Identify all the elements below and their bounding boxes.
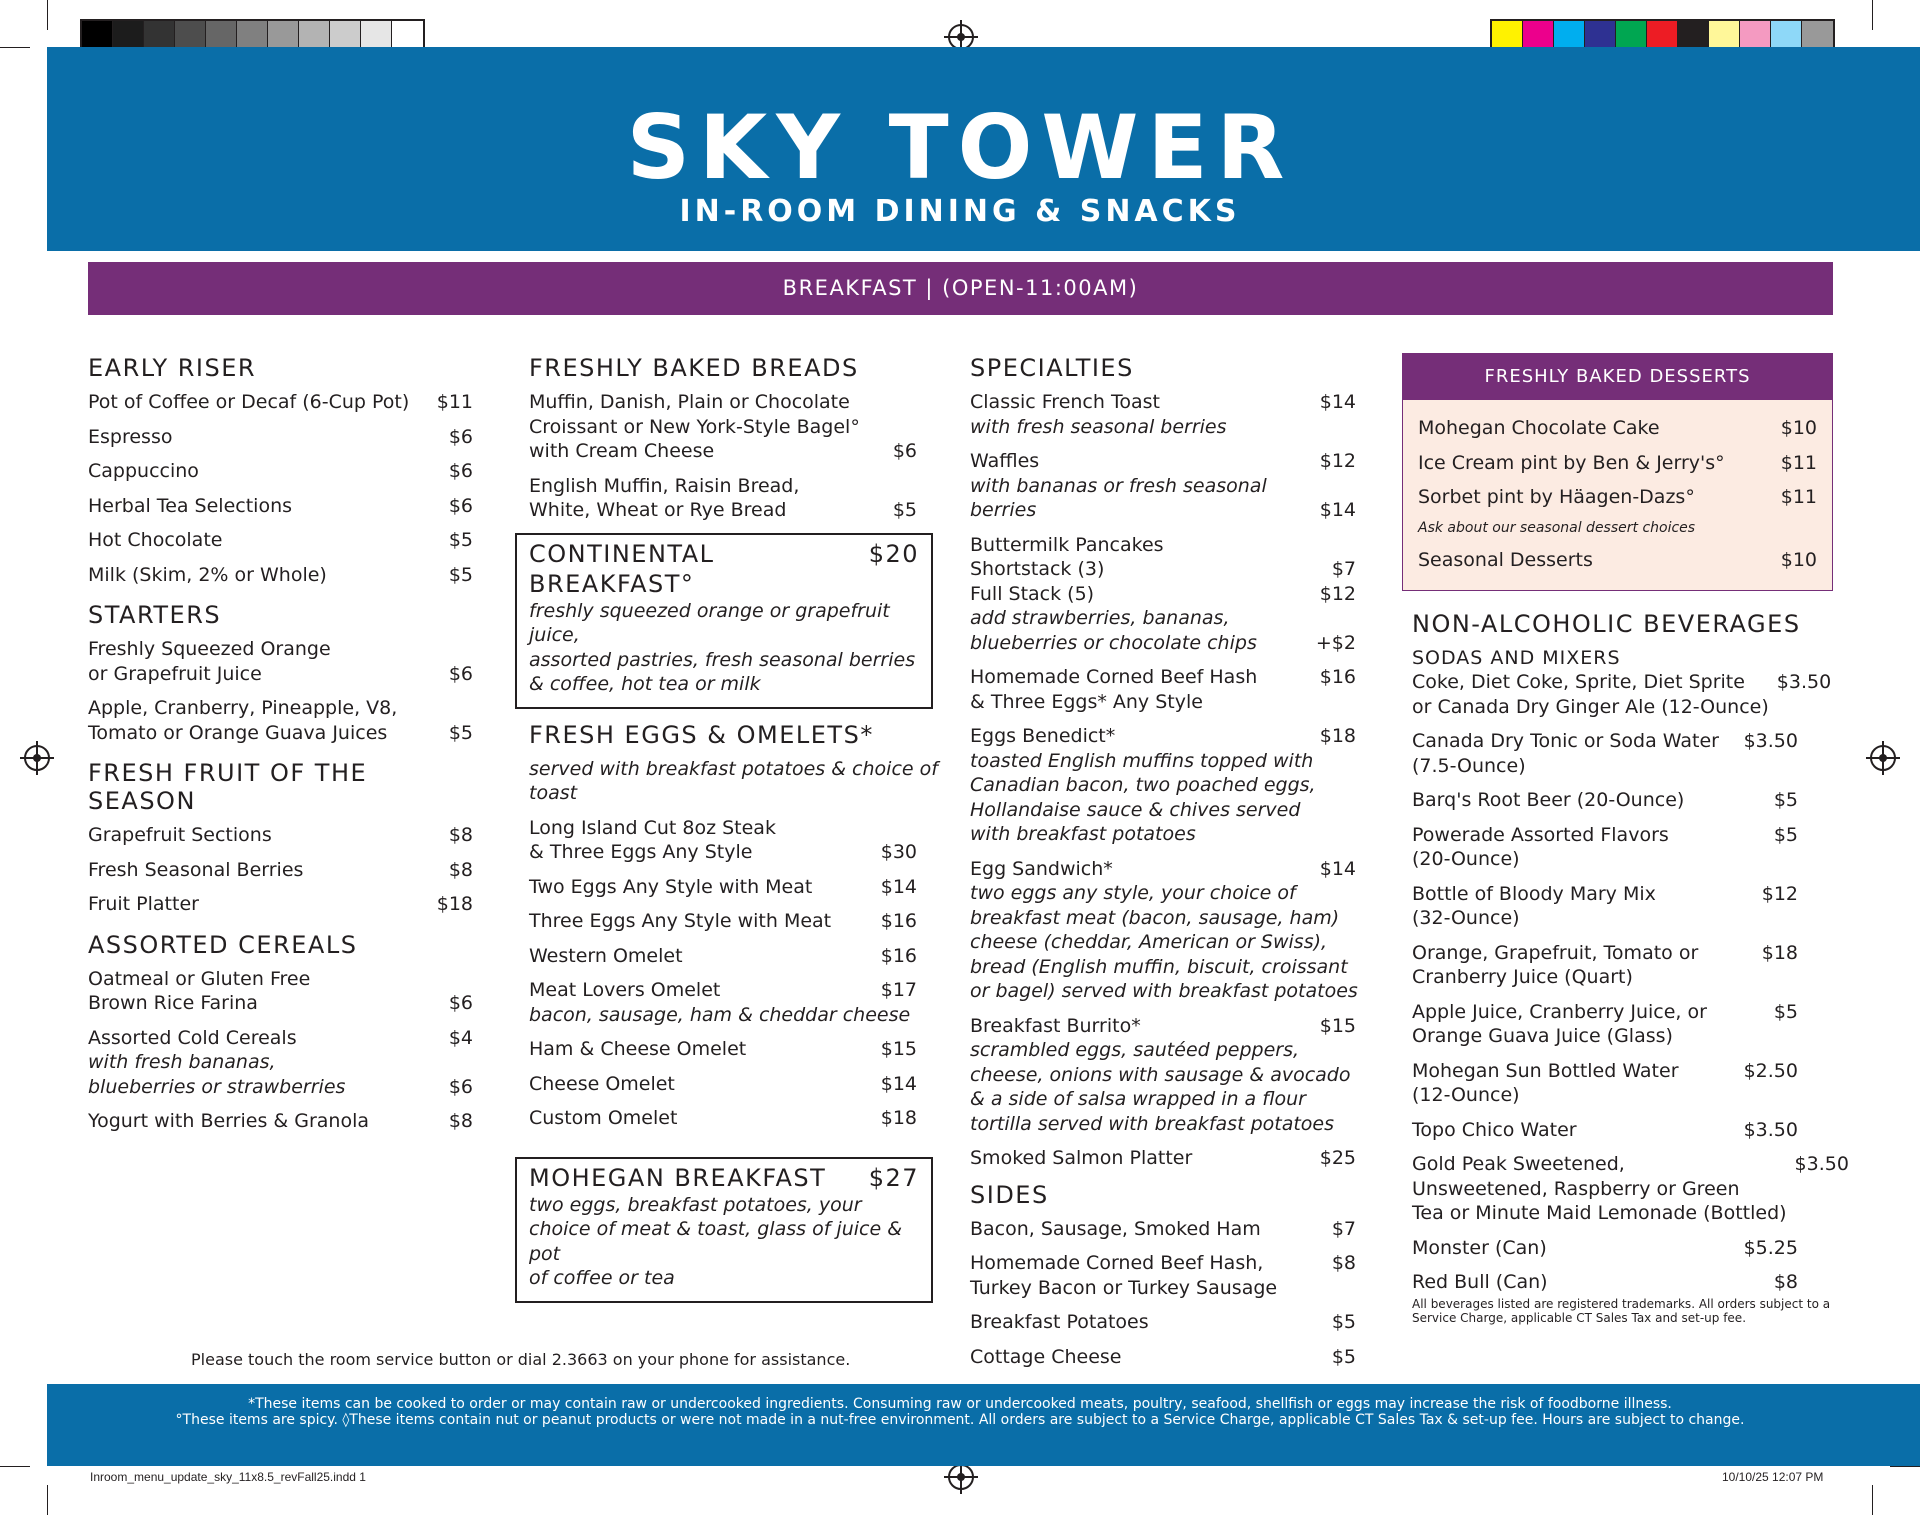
menu-item-name: Western Omelet [529,944,683,967]
slug-date: 10/10/25 12:07 PM [1722,1470,1824,1484]
section-title-starters: STARTERS [88,601,222,629]
menu-item [88,494,473,519]
registration-mark-icon [1870,745,1896,771]
menu-item [88,892,473,917]
menu-item-price: $8 [448,858,473,881]
menu-item-name: Herbal Tea Selections [88,494,293,517]
menu-item-name: Cappuccino [88,460,199,482]
desserts-box [1402,353,1833,591]
menu-item: Bacon, Sausage, Smoked Ham $7 [970,1217,1356,1240]
slug-filename: Inroom_menu_update_sky_11x8.5_revFall25.indd 1 [90,1470,366,1484]
meal-period-bar: BREAKFAST | (OPEN-11:00AM) [88,262,1833,315]
menu-item-name: Ice Cream pint by Ben & Jerry's° [1418,451,1725,474]
fruit-list [88,823,473,917]
menu-item: Bottle of Bloody Mary Mix (32-Ounce) $12 [1412,882,1798,929]
menu-item-price: $6 [448,460,473,482]
menu-item [88,823,473,848]
section-title-sides: SIDES [970,1180,1049,1209]
menu-item-price: $8 [448,824,473,846]
menu-subtitle: IN-ROOM DINING & SNACKS [679,194,1241,229]
menu-item [529,875,917,900]
dessert-list [1418,416,1817,510]
section-title-cereals: ASSORTED CEREALS [88,930,358,959]
menu-item: Smoked Salmon Platter $25 [970,1147,1356,1169]
menu-item-price: $6 [448,425,473,448]
mohegan-breakfast-box: MOHEGAN BREAKFAST $27 two eggs, breakfast potatoes, your choice of meat & toast, glass of juice & pot of coffee or tea [515,1157,933,1303]
beverages-column [1412,606,1849,1325]
menu-item [529,1072,917,1097]
menu-item-name: Two Eggs Any Style with Meat [529,875,813,898]
menu-item: Apple Juice, Cranberry Juice, or Orange Guava Juice (Glass) $5 [1412,1000,1798,1047]
dessert-note: Ask about our seasonal dessert choices [1418,519,1696,536]
menu-item: Orange, Grapefruit, Tomato or Cranberry Juice (Quart) $18 [1412,941,1798,988]
menu-item [1418,485,1817,510]
footer-band [47,1384,1920,1466]
menu-item: Eggs Benedict* $18 toasted English muffins topped with Canadian bacon, two poached eggs, Hollandaise sauce & chives served with breakfast potatoes [970,725,1356,845]
menu-item-name: Pot of Coffee or Decaf (6-Cup Pot) [88,391,410,413]
menu-item-name: Espresso [88,425,173,448]
early-riser-list [88,390,473,587]
menu-item-price: $16 [880,910,917,932]
menu-item-price: $18 [880,1107,917,1129]
mohegan-price: $27 [868,1163,919,1192]
eggs-note: served with breakfast potatoes & choice of toast [529,757,938,804]
menu-item-name: Sorbet pint by Häagen-Dazs° [1418,486,1695,508]
menu-item [529,1106,917,1131]
menu-item-price: $10 [1780,417,1817,439]
menu-item: Coke, Diet Coke, Sprite, Diet Sprite or Canada Dry Ginger Ale (12-Ounce) $3.50 [1412,671,1832,718]
menu-item-name: Three Eggs Any Style with Meat [529,910,832,932]
menu-item-price: $18 [436,893,473,915]
continental-price: $20 [868,539,919,568]
menu-item: Red Bull (Can) $8 [1412,1271,1798,1293]
menu-item-price: $14 [880,875,917,898]
menu-item [529,1037,917,1062]
mohegan-title: MOHEGAN BREAKFAST [529,1163,827,1192]
menu-item-price: $5 [448,529,473,551]
section-title-beverages: NON-ALCOHOLIC BEVERAGES [1412,610,1801,638]
menu-item: Egg Sandwich* $14 two eggs any style, your choice of breakfast meat (bacon, sausage, ham) cheese (cheddar, American or Swiss), bread (English muffin, biscuit, croissant or bagel) served with breakfast potatoes [970,857,1358,1002]
menu-item [88,528,473,553]
menu-item-name: Fruit Platter [88,893,199,915]
menu-item-price: $11 [1780,486,1817,508]
menu-item-price: $6 [448,494,473,517]
eggs-list [529,875,917,969]
menu-item-name: Hot Chocolate [88,529,223,551]
section-title-early-riser: EARLY RISER [88,354,257,382]
menu-item: Breakfast Burrito* $15 scrambled eggs, sautéed peppers, cheese, onions with sausage & avocado & a side of salsa wrapped in a flour tortilla served with breakfast potatoes [970,1014,1356,1135]
menu-item: Homemade Corned Beef Hash & Three Eggs* Any Style $16 [970,666,1356,713]
menu-column-3 [970,350,1356,1379]
menu-item: Freshly Squeezed Orange or Grapefruit Juice $6 [88,638,473,685]
menu-item-price: $14 [880,1072,917,1095]
registration-mark-icon [24,745,50,771]
menu-item: Gold Peak Sweetened, Unsweetened, Raspberry or Green Tea or Minute Maid Lemonade (Bottled) $3.50 [1412,1153,1849,1224]
section-title-eggs: FRESH EGGS & OMELETS* [529,720,874,749]
menu-item: Monster (Can) $5.25 [1412,1236,1798,1259]
menu-item-price: $16 [880,944,917,967]
assistance-note: Please touch the room service button or dial 2.3663 on your phone for assistance. [191,1350,851,1369]
menu-item: Apple, Cranberry, Pineapple, V8, Tomato or Orange Guava Juices $5 [88,697,473,744]
menu-item-price: $15 [880,1038,917,1060]
beverage-fine-print: All beverages listed are registered trademarks. All orders subject to a Service Charge, applicable CT Sales Tax and set-up fee. [1412,1296,1831,1325]
menu-item: Cottage Cheese $5 [970,1345,1356,1368]
menu-item: Homemade Corned Beef Hash, Turkey Bacon or Turkey Sausage $8 [970,1252,1356,1299]
menu-item: Oatmeal or Gluten Free Brown Rice Farina $6 [88,967,473,1014]
menu-item: Meat Lovers Omelet $17 bacon, sausage, ham & cheddar cheese [529,979,917,1026]
menu-item [1418,451,1817,476]
footer-line-2: °These items are spicy. ◊These items contain nut or peanut products or were not made in a nut-free environment. All orders are subject to a Service Charge, applicable CT Sales Tax & set-up fee. Hours are subject to change. [175,1412,1745,1428]
registration-mark-icon [948,1464,974,1490]
section-title-specialties: SPECIALTIES [970,354,1134,382]
menu-item: Long Island Cut 8oz Steak & Three Eggs Any Style $30 [529,816,917,863]
menu-item-name: Milk (Skim, 2% or Whole) [88,563,327,586]
menu-item-price: $11 [1780,451,1817,474]
desserts-title: FRESHLY BAKED DESSERTS [1403,354,1832,400]
menu-item [88,459,473,484]
section-title-fruit: FRESH FRUIT OF THE SEASON [88,759,368,815]
menu-item: Barq's Root Beer (20-Ounce) $5 [1412,789,1798,811]
menu-item: Muffin, Danish, Plain or Chocolate Croissant or New York-Style Bagel° with Cream Cheese $6 [529,391,917,462]
menu-item: Buttermilk Pancakes Shortstack (3) $7 Full Stack (5) $12 add strawberries, bananas, blueberries or chocolate chips +$2 [970,533,1356,654]
menu-item-name: Custom Omelet [529,1107,678,1129]
menu-item-name: Grapefruit Sections [88,824,272,846]
menu-item: Seasonal Desserts $10 [1418,548,1817,571]
menu-item [88,563,473,588]
menu-title: SKY TOWER [626,96,1294,199]
menu-item-price: $11 [436,391,473,413]
menu-item: Topo Chico Water $3.50 [1412,1118,1798,1141]
menu-column-1 [88,350,473,1144]
menu-item: Canada Dry Tonic or Soda Water (7.5-Ounce) $3.50 [1412,730,1798,777]
menu-item: Classic French Toast $14 with fresh seasonal berries [970,391,1356,438]
menu-item [529,944,917,969]
continental-title: CONTINENTAL BREAKFAST° [529,539,715,598]
menu-item-name: Cheese Omelet [529,1072,675,1095]
menu-item-price: $5 [448,563,473,586]
menu-item: Powerade Assorted Flavors (20-Ounce) $5 [1412,823,1798,870]
menu-column-2 [529,350,947,1315]
menu-item [88,425,473,450]
menu-item: Mohegan Sun Bottled Water (12-Ounce) $2.50 [1412,1059,1798,1106]
menu-item-name: Mohegan Chocolate Cake [1418,417,1660,439]
section-title-breads: FRESHLY BAKED BREADS [529,354,859,382]
sodas-subtitle: SODAS AND MIXERS [1412,647,1621,669]
menu-item [1418,416,1817,441]
menu-item [529,909,917,934]
menu-item-name: Fresh Seasonal Berries [88,858,304,881]
menu-item: English Muffin, Raisin Bread, White, Wheat or Rye Bread $5 [529,474,917,521]
eggs-list-2 [529,1037,917,1131]
menu-item: Yogurt with Berries & Granola $8 [88,1110,473,1132]
menu-item-name: Ham & Cheese Omelet [529,1038,747,1060]
menu-item: Waffles $12 with bananas or fresh seasonal berries $14 [970,450,1356,521]
menu-item: Breakfast Potatoes $5 [970,1311,1356,1333]
footer-line-1: *These items can be cooked to order or may contain raw or undercooked ingredients. Consuming raw or undercooked meats, poultry, seafood, shellfish or eggs may increase the risk of foodborne illness. [248,1396,1672,1412]
menu-item [88,858,473,883]
menu-item [88,390,473,415]
continental-breakfast-box: CONTINENTAL BREAKFAST° $20 freshly squeezed orange or grapefruit juice, assorted pastries, fresh seasonal berries & coffee, hot tea or milk [515,533,933,709]
menu-item: Assorted Cold Cereals $4 with fresh bananas, blueberries or strawberries $6 [88,1026,473,1098]
